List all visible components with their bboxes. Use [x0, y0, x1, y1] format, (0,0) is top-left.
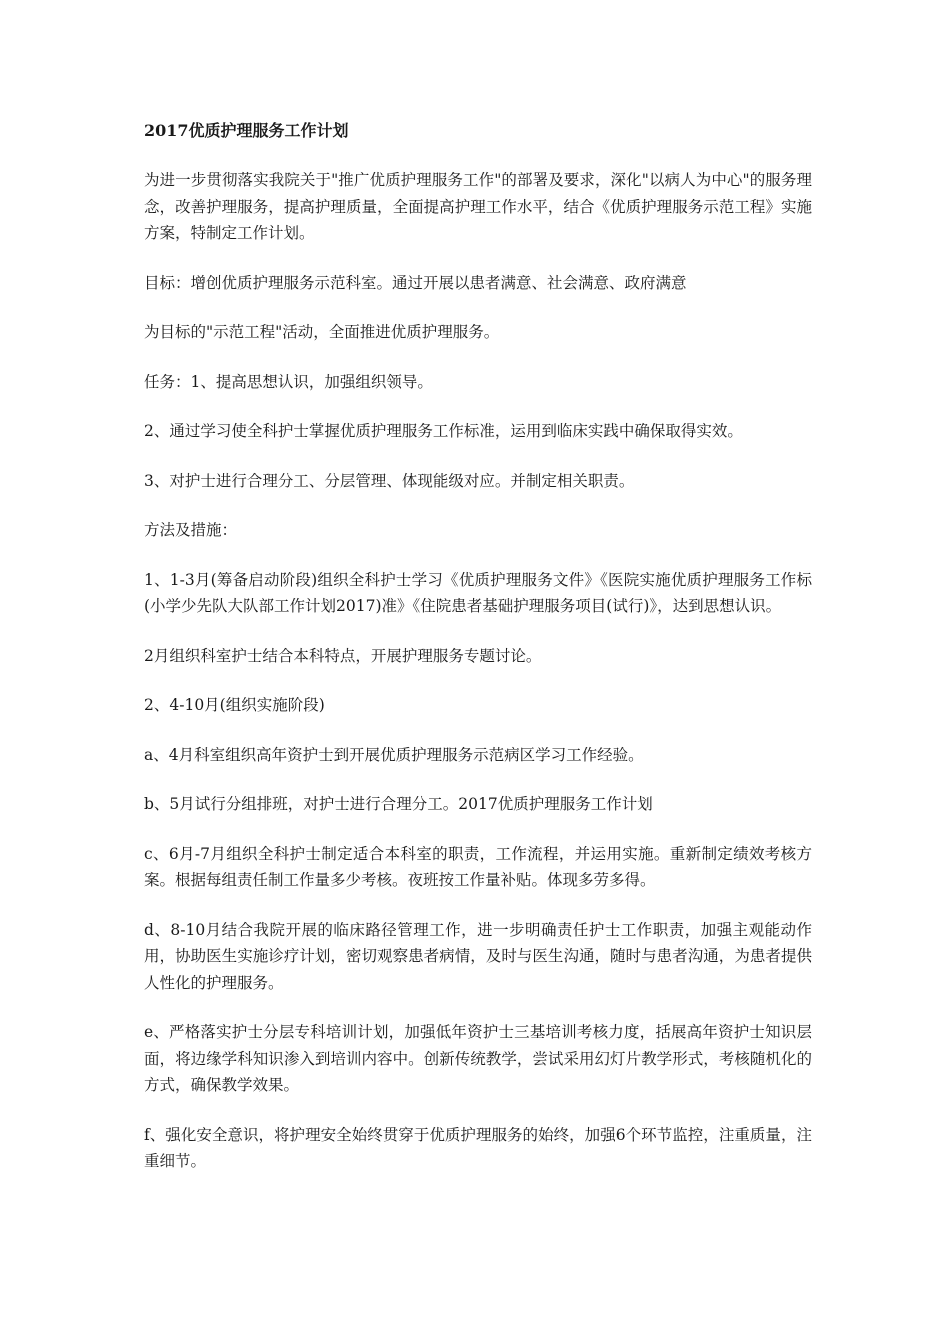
paragraph-method-1-february: 2月组织科室护士结合本科特点，开展护理服务专题讨论。 — [144, 646, 542, 665]
paragraph-method-2b: b、5月试行分组排班，对护士进行合理分工。2017优质护理服务工作计划 — [144, 795, 653, 813]
paragraph-method-2a: a、4月科室组织高年资护士到开展优质护理服务示范病区学习工作经验。 — [144, 745, 644, 764]
paragraph-goal: 目标：增创优质护理服务示范科室。通过开展以患者满意、社会满意、政府满意 — [144, 273, 687, 292]
paragraph-task-3: 3、对护士进行合理分工、分层管理、体现能级对应。并制定相关职责。 — [144, 471, 635, 490]
paragraph-method-2f: f、强化安全意识，将护理安全始终贯穿于优质护理服务的始终，加强6个环节监控，注重质量，注重细节。 — [144, 1125, 812, 1170]
paragraph-method-1: 1、1-3月(筹备启动阶段)组织全科护士学习《优质护理服务文件》《医院实施优质护理服务工作标(小学少先队大队部工作计划2017)准》《住院患者基础护理服务项目(试行)》，达到思想认识。 — [144, 570, 812, 615]
paragraph-task-2: 2、通过学习使全科护士掌握优质护理服务工作标准，运用到临床实践中确保取得实效。 — [144, 422, 743, 440]
document-page — [144, 118, 812, 1198]
paragraph-method-2d: d、8-10月结合我院开展的临床路径管理工作，进一步明确责任护士工作职责，加强主观能动作用，协助医生实施诊疗计划，密切观察患者病情，及时与医生沟通，随时与患者沟通，为患者提供人性化的护理服务。 — [144, 920, 812, 992]
paragraph-method-2c: c、6月-7月组织全科护士制定适合本科室的职责，工作流程，并运用实施。重新制定绩效考核方案。根据每组责任制工作量多少考核。夜班按工作量补贴。体现多劳多得。 — [144, 844, 812, 889]
document-title: 2017优质护理服务工作计划 — [144, 121, 349, 140]
paragraph-method-2: 2、4-10月(组织实施阶段) — [144, 696, 325, 714]
paragraph-goal-continued: 为目标的"示范工程"活动，全面推进优质护理服务。 — [144, 323, 500, 341]
paragraph-method-2e: e、严格落实护士分层专科培训计划，加强低年资护士三基培训考核力度，括展高年资护士知识层面，将边缘学科知识渗入到培训内容中。创新传统教学，尝试采用幻灯片教学形式，考核随机化的方式，确保教学效果。 — [144, 1023, 812, 1094]
paragraph-task-1: 任务：1、提高思想认识，加强组织领导。 — [144, 372, 433, 391]
paragraph-methods-heading: 方法及措施： — [144, 521, 238, 539]
paragraph-intro: 为进一步贯彻落实我院关于"推广优质护理服务工作"的部署及要求，深化"以病人为中心"的服务理念，改善护理服务，提高护理质量，全面提高护理工作水平，结合《优质护理服务示范工程》实施方案，特制定工作计划。 — [144, 171, 812, 242]
